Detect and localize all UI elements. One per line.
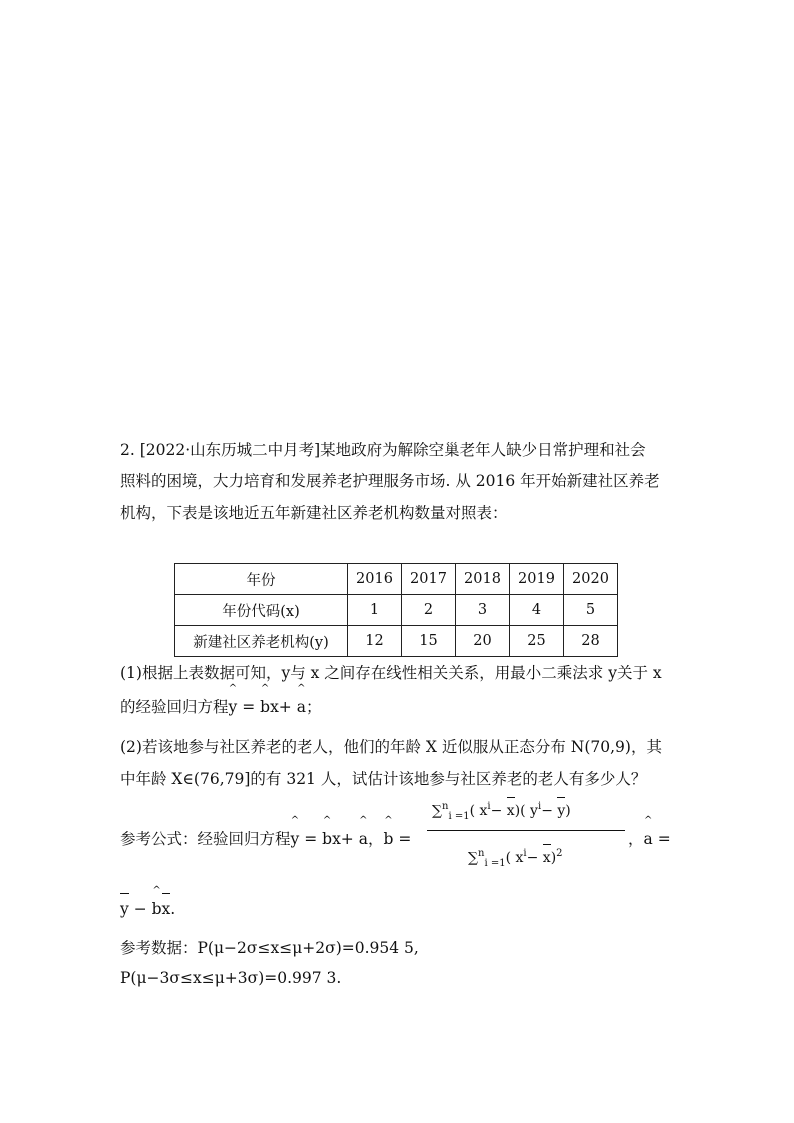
row-label-count: 新建社区养老机构(y): [175, 626, 348, 657]
cell-count-4: 25: [510, 626, 564, 657]
table-row-count: [175, 626, 618, 657]
formula-line-2: y − ^ bx.: [120, 899, 175, 919]
formula-line-1: 参考公式：经验回归方程^ y = ^ bx+ ^ a，^ b =: [120, 829, 411, 849]
cell-code-5: 5: [564, 595, 618, 626]
table-row-code: [175, 595, 618, 626]
y-hat: ^ y: [229, 697, 238, 717]
fraction-numerator: ∑$^n_{i =1}$( $x^i- x$)( $y^i- y$): [432, 801, 571, 822]
b-hat: ^ b: [260, 697, 270, 717]
q1-line-2: 的经验回归方程^ y = ^ bx+ ^ a；: [120, 697, 321, 717]
cell-count-2: 15: [402, 626, 456, 657]
problem-line-3: 机构，下表是该地近五年新建社区养老机构数量对照表：: [120, 504, 508, 522]
cell-year-2020: 2020: [564, 564, 618, 595]
row-label-code: 年份代码(x): [175, 595, 348, 626]
row-label-year: 年份: [175, 564, 348, 595]
cell-year-2018: 2018: [456, 564, 510, 595]
cell-code-2: 2: [402, 595, 456, 626]
ref-data-line-2: P(μ−3σ≤x≤μ+3σ)=0.997 3.: [120, 969, 342, 987]
cell-code-1: 1: [348, 595, 402, 626]
a-hat: ^ a: [297, 697, 306, 717]
q2-line-1: (2)若该地参与社区养老的老人，他们的年龄 X 近似服从正态分布 N(70,9)，其: [120, 738, 662, 756]
q1-line-1: (1)根据上表数据可知，y与 x 之间存在线性相关关系，用最小二乘法求 y关于 x: [120, 664, 662, 682]
data-table: [174, 563, 618, 657]
fraction-denominator: ∑$^n_{i =1}$( $x^i- x)^2$: [468, 848, 563, 869]
cell-code-4: 4: [510, 595, 564, 626]
problem-line-2: 照料的困境，大力培育和发展养老护理服务市场. 从 2016 年开始新建社区养老: [120, 472, 660, 490]
cell-count-3: 20: [456, 626, 510, 657]
cell-code-3: 3: [456, 595, 510, 626]
cell-year-2016: 2016: [348, 564, 402, 595]
formula-a-eq: ，^ a =: [628, 829, 671, 849]
cell-count-1: 12: [348, 626, 402, 657]
q2-line-2: 中年龄 X∈(76,79]的有 321 人，试估计该地参与社区养老的老人有多少人？: [120, 770, 647, 788]
fraction-bar: [427, 830, 625, 831]
cell-count-5: 28: [564, 626, 618, 657]
cell-year-2019: 2019: [510, 564, 564, 595]
cell-year-2017: 2017: [402, 564, 456, 595]
ref-data-line-1: 参考数据：P(μ−2σ≤x≤μ+2σ)=0.954 5,: [120, 939, 419, 957]
problem-line-1: 2. [2022·山东历城二中月考]某地政府为解除空巢老年人缺少日常护理和社会: [120, 441, 646, 459]
table-row-year: [175, 564, 618, 595]
